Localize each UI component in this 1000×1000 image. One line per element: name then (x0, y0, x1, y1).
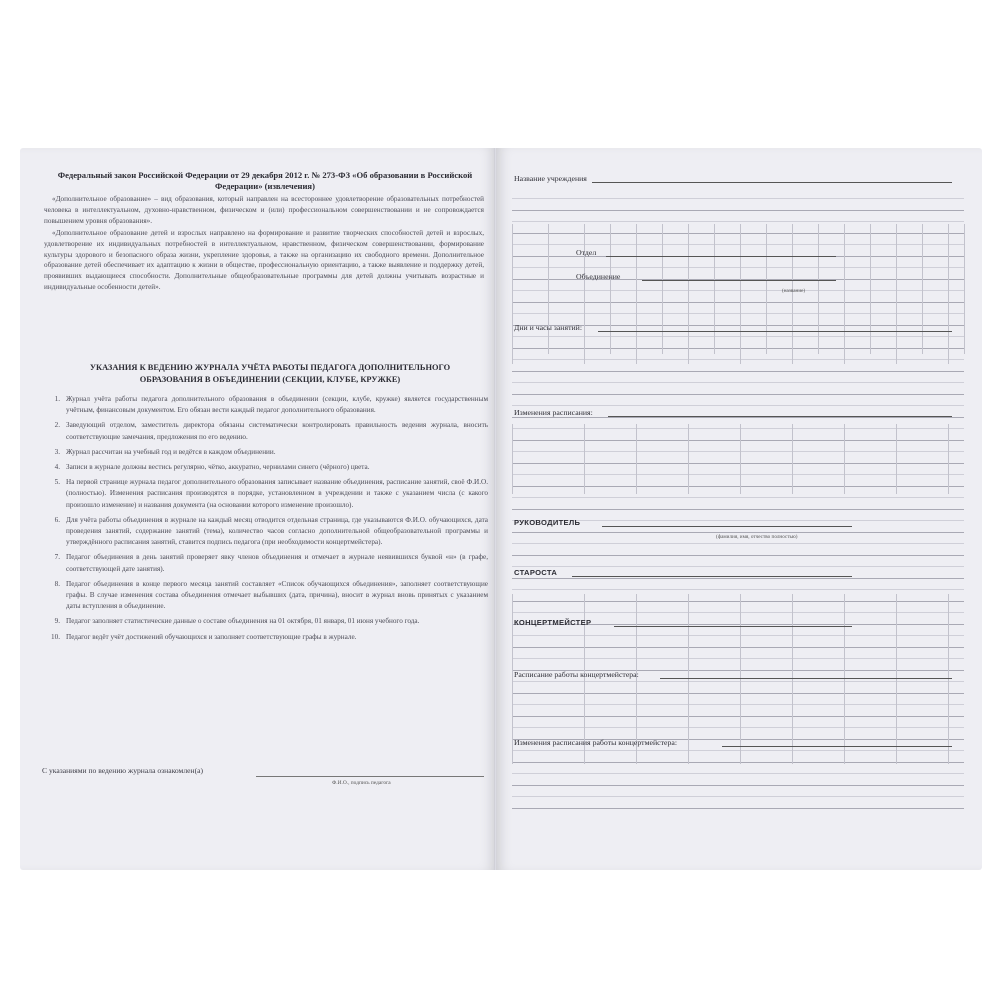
grid-column-line (948, 594, 949, 764)
instruction-item (42, 477, 488, 511)
monitor-field[interactable] (572, 576, 852, 577)
grid-line (512, 371, 964, 372)
days-hours-label: Дни и часы занятий: (514, 323, 582, 332)
grid-column-line (688, 594, 689, 764)
instructions-heading: УКАЗАНИЯ К ВЕДЕНИЮ ЖУРНАЛА УЧЁТА РАБОТЫ ПЕДАГОГА ДОПОЛНИТЕЛЬНОГО ОБРАЗОВАНИЯ В ОБЪЕДИНЕНИИ (СЕКЦИИ, КЛУБЕ, КРУЖКЕ) (89, 363, 451, 384)
department-label: Отдел (576, 248, 597, 257)
instruction-number: 8. (54, 579, 60, 588)
instruction-text: Для учёта работы объединения в журнале на каждый месяц отводится отдельная страница, где указываются Ф.И.О. обучающихся, дата проведения занятий, содержание занятий (тема), количество часов согласно дополнительной общеобразовательной программы и утверждённого расписания занятий, ставится подпись педагога (при необходимости концертмейстера). (66, 515, 488, 547)
grid-column-line (792, 594, 793, 764)
grid-column-line (548, 224, 549, 354)
instruction-number: 6. (54, 515, 60, 524)
instructions-list (42, 394, 488, 647)
grid-column-line (610, 224, 611, 354)
accompanist-schedule-changes-field[interactable] (722, 746, 952, 747)
instruction-number: 2. (54, 421, 60, 430)
grid-line (512, 555, 964, 556)
grid-line (512, 796, 964, 797)
grid-column-line (584, 424, 585, 494)
schedule-changes-label: Изменения расписания: (514, 408, 593, 417)
head-caption: (фамилия, имя, отчество полностью) (716, 534, 798, 540)
instruction-text: Журнал учёта работы педагога дополнительного образования в объединении (секции, клубе, кружке) является государственным учётным, финансовым документом. Его обязан вести каждый педагог дополнительного образования. (66, 395, 488, 415)
grid-line (512, 509, 964, 510)
association-label: Объединение (576, 272, 621, 281)
instruction-number: 4. (54, 463, 60, 472)
grid-line (512, 198, 964, 199)
instruction-number: 3. (54, 447, 60, 456)
left-page (20, 148, 496, 870)
grid-column-line (688, 354, 689, 364)
instruction-text: Журнал рассчитан на учебный год и ведётся в каждом объединении. (66, 447, 276, 456)
instruction-item (42, 394, 488, 416)
grid-line (512, 785, 964, 786)
grid-line (512, 210, 964, 211)
instruction-number: 10. (51, 632, 60, 641)
grid-column-line (714, 224, 715, 354)
instruction-item (42, 420, 488, 442)
instruction-item (42, 616, 488, 627)
instruction-item (42, 447, 488, 458)
grid-column-line (844, 424, 845, 494)
grid-column-line (818, 224, 819, 354)
instruction-text: Записи в журнале должны вестись регулярно, чётко, аккуратно, чернилами синего (чёрного) цвета. (66, 463, 370, 472)
instruction-item (42, 632, 488, 643)
grid-column-line (896, 424, 897, 494)
grid-line (512, 382, 964, 383)
instruction-number: 9. (54, 617, 60, 626)
instruction-text: Педагог заполняет статистические данные о составе объединения на 01 октября, 01 января, 01 июня учебного года. (66, 617, 420, 626)
grid-column-line (792, 424, 793, 494)
ruled-grid (512, 164, 964, 814)
schedule-changes-field[interactable] (608, 416, 952, 417)
grid-column-line (636, 424, 637, 494)
head-label: РУКОВОДИТЕЛЬ (514, 518, 581, 527)
grid-column-line (740, 424, 741, 494)
grid-line (512, 532, 964, 533)
accompanist-schedule-field[interactable] (660, 678, 952, 679)
grid-column-line (636, 224, 637, 354)
law-excerpt (44, 194, 484, 294)
grid-line (512, 589, 964, 590)
head-field[interactable] (602, 526, 852, 527)
instruction-number: 5. (54, 478, 60, 487)
grid-column-line (896, 224, 897, 354)
grid-column-line (688, 224, 689, 354)
accompanist-label: КОНЦЕРТМЕЙСТЕР (514, 618, 592, 627)
grid-column-line (740, 594, 741, 764)
instruction-item (42, 462, 488, 473)
association-field[interactable] (642, 280, 836, 281)
grid-line (512, 543, 964, 544)
grid-column-line (512, 354, 513, 364)
law-paragraph: «Дополнительное образование» – вид образования, который направлен на всестороннее удовлетворение образовательных потребностей человека в интеллектуальном, духовно-нравственном, физическом и (или) профессиональном совершенствовании и не сопровождается повышением уровня образования». (44, 195, 484, 225)
grid-column-line (766, 224, 767, 354)
grid-column-line (844, 224, 845, 354)
institution-label: Название учреждения (514, 174, 587, 183)
association-caption: (название) (782, 288, 806, 294)
grid-line (512, 808, 964, 809)
grid-column-line (512, 424, 513, 494)
instruction-item (42, 552, 488, 574)
grid-line (512, 773, 964, 774)
instruction-item (42, 579, 488, 613)
grid-line (512, 394, 964, 395)
signature-caption: Ф.И.О., подпись педагога (332, 780, 391, 786)
grid-line (512, 221, 964, 222)
grid-column-line (688, 424, 689, 494)
days-hours-field[interactable] (598, 331, 952, 332)
grid-column-line (584, 354, 585, 364)
institution-field[interactable] (592, 182, 952, 183)
grid-column-line (922, 224, 923, 354)
law-paragraph: «Дополнительное образование детей и взрослых направлено на формирование и развитие творческих способностей детей и взрослых, удовлетворение их индивидуальных потребностей в интеллектуальном, нравственном, физическом совершенствовании, формирование культуры здорового и безопасного образа жизни, укрепление здоровья, а также на организацию их свободного времени. Дополнительное образование детей обеспечивает их адаптацию к жизни в обществе, профессиональную ориентацию, а также выявление и поддержку детей, проявивших выдающиеся способности. Дополнительные общеобразовательные программы для детей должны учитывать возрастные и индивидуальные особенности детей». (44, 228, 484, 292)
grid-column-line (870, 224, 871, 354)
right-page (496, 148, 982, 870)
acknowledgement-line (42, 766, 482, 775)
instruction-number: 7. (54, 553, 60, 562)
instruction-number: 1. (54, 395, 60, 403)
grid-column-line (844, 594, 845, 764)
instruction-text: Педагог объединения в конце первого месяца занятий составляет «Список обучающихся объединения», заполняет соответствующие графы. В случае изменения состава объединения отмечает выбывших (дата, причина), вносит в журнал вновь принятых с указанием даты вступления в объединение. (66, 579, 488, 611)
acknowledgement-label: С указаниями по ведению журнала ознакомлен(а) (42, 766, 204, 775)
grid-column-line (896, 594, 897, 764)
department-field[interactable] (606, 256, 836, 257)
grid-line (512, 405, 964, 406)
grid-line (512, 566, 964, 567)
grid-column-line (948, 424, 949, 494)
open-journal (20, 148, 982, 870)
accompanist-schedule-changes-label: Изменения расписания работы концертмейстера: (514, 738, 678, 747)
law-heading: Федеральный закон Российской Федерации от 29 декабря 2012 г. № 273-ФЗ «Об образовании в Российской Федерации» (извлечения) (57, 170, 473, 191)
monitor-label: СТАРОСТА (514, 568, 558, 577)
grid-column-line (964, 224, 965, 354)
grid-line (512, 497, 964, 498)
grid-column-line (662, 224, 663, 354)
grid-line (512, 578, 964, 579)
grid-column-line (512, 224, 513, 354)
grid-column-line (584, 224, 585, 354)
grid-column-line (948, 224, 949, 354)
instruction-text: Педагог объединения в день занятий проверяет явку членов объединения и отмечает в журнале неявившихся буквой «н» (в графе, соответствующей дате занятия). (66, 553, 488, 573)
signature-field[interactable] (256, 776, 484, 777)
instruction-text: Заведующий отделом, заместитель директора обязаны систематически контролировать правильность ведения журнала, вносить соответствующие замечания, предложения по его ведению. (66, 421, 488, 441)
grid-column-line (512, 594, 513, 764)
grid-column-line (792, 354, 793, 364)
grid-column-line (844, 354, 845, 364)
instruction-text: Педагог ведёт учёт достижений обучающихся и заполняет соответствующие графы в журнале. (66, 632, 357, 641)
grid-column-line (948, 354, 949, 364)
grid-column-line (636, 354, 637, 364)
accompanist-schedule-label: Расписание работы концертмейстера: (514, 670, 639, 679)
grid-column-line (740, 224, 741, 354)
instruction-text: На первой странице журнала педагог дополнительного образования записывает название объединения, расписание занятий, своё Ф.И.О. (полностью). Изменения расписания производятся в порядке, установленном в учреждении и также с указанием числа (с какого произошло изменение) и названия документа (на основании которого изменение произошло). (66, 478, 488, 509)
accompanist-field[interactable] (614, 626, 852, 627)
grid-column-line (896, 354, 897, 364)
grid-column-line (740, 354, 741, 364)
instruction-item (42, 515, 488, 549)
